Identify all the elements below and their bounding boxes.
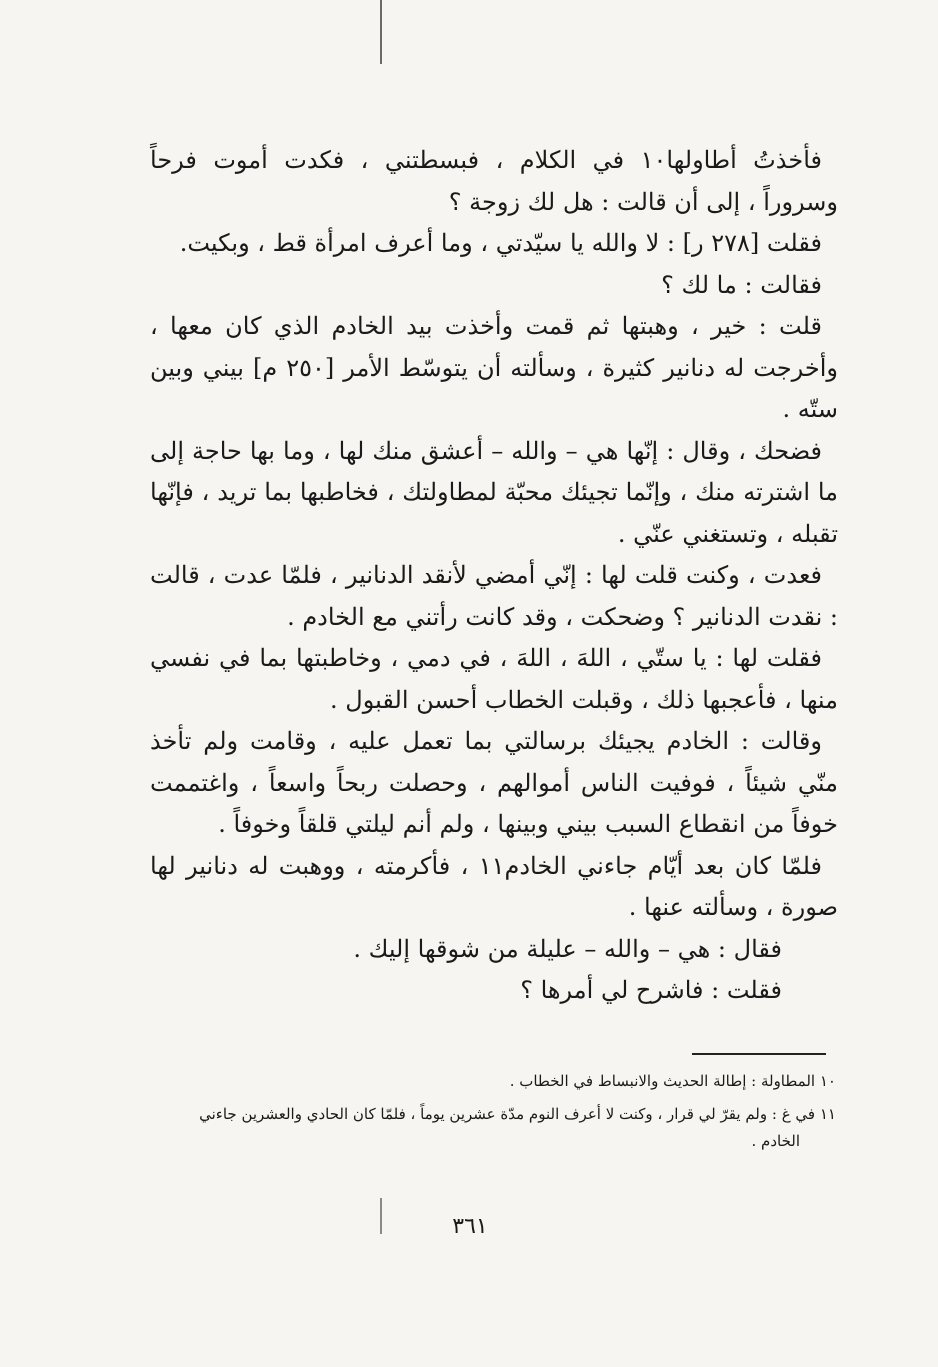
paragraph: فقلت [٢٧٨ ر] : لا والله يا سيّدتي ، وما أعرف امرأة قط ، وبكيت. <box>179 229 822 257</box>
gutter-line-bottom <box>380 1198 382 1234</box>
paragraph: فقلت لها : يا ستّي ، اللهَ ، اللهَ ، في دمي ، وخاطبتها بما في نفسي منها ، فأعجبها ذلك ، وقبلت الخطاب أحسن القبول . <box>150 644 838 714</box>
paragraph: فعدت ، وكنت قلت لها : إنّي أمضي لأنقد الدنانير ، فلمّا عدت ، قالت : نقدت الدنانير ؟ وضحكت ، وقد كانت رأتني مع الخادم . <box>150 561 838 631</box>
paragraph: فقلت : فاشرح لي أمرها ؟ <box>520 976 782 1004</box>
footnotes <box>160 1068 836 1161</box>
footnote-separator <box>692 1053 826 1055</box>
paragraph: فقالت : ما لك ؟ <box>661 270 822 299</box>
paragraph: وقالت : الخادم يجيئك برسالتي بما تعمل عليه ، وقامت ولم تأخذ منّي شيئاً ، فوفيت الناس أموالهم ، وحصلت ربحاً واسعاً ، واغتممت خوفاً من انقطاع السبب بيني وبينها ، ولم أنم ليلتي قلقاً وخوفاً . <box>150 727 838 838</box>
footnote: ١١ في غ : ولم يقرّ لي قرار ، وكنت لا أعرف النوم مدّة عشرين يوماً ، فلمّا كان الحادي والعشرين جاءني <box>199 1105 836 1123</box>
footnote: ١٠ المطاولة : إطالة الحديث والانبساط في الخطاب . <box>509 1072 836 1090</box>
page-number: ٣٦١ <box>452 1214 488 1239</box>
footnote-continuation: الخادم . <box>751 1132 800 1150</box>
paragraph: قلت : خير ، وهبتها ثم قمت وأخذت بيد الخادم الذي كان معها ، وأخرجت له دنانير كثيرة ، وسألته أن يتوسّط الأمر [٢٥٠ م] بيني وبين ستّه . <box>150 312 838 423</box>
paragraph: فقال : هي – والله – عليلة من شوقها إليك . <box>353 934 782 963</box>
paragraph: فلمّا كان بعد أيّام جاءني الخادم١١ ، فأكرمته ، ووهبت له دنانير لها صورة ، وسألته عنها . <box>150 851 838 921</box>
paragraph: فضحك ، وقال : إنّها هي – والله – أعشق منك لها ، وما بها حاجة إلى ما اشترته منك ، وإنّما تجيئك محبّة لمطاولتك ، فخاطبها بما تريد ، فإنّها تقبله ، وتستغني عنّي . <box>150 436 839 548</box>
paragraph: فأخذتُ أطاولها١٠ في الكلام ، فبسطتني ، فكدت أموت فرحاً وسروراً ، إلى أن قالت : هل لك زوجة ؟ <box>150 146 838 216</box>
gutter-line-top <box>380 0 382 64</box>
body-text <box>150 140 838 1012</box>
